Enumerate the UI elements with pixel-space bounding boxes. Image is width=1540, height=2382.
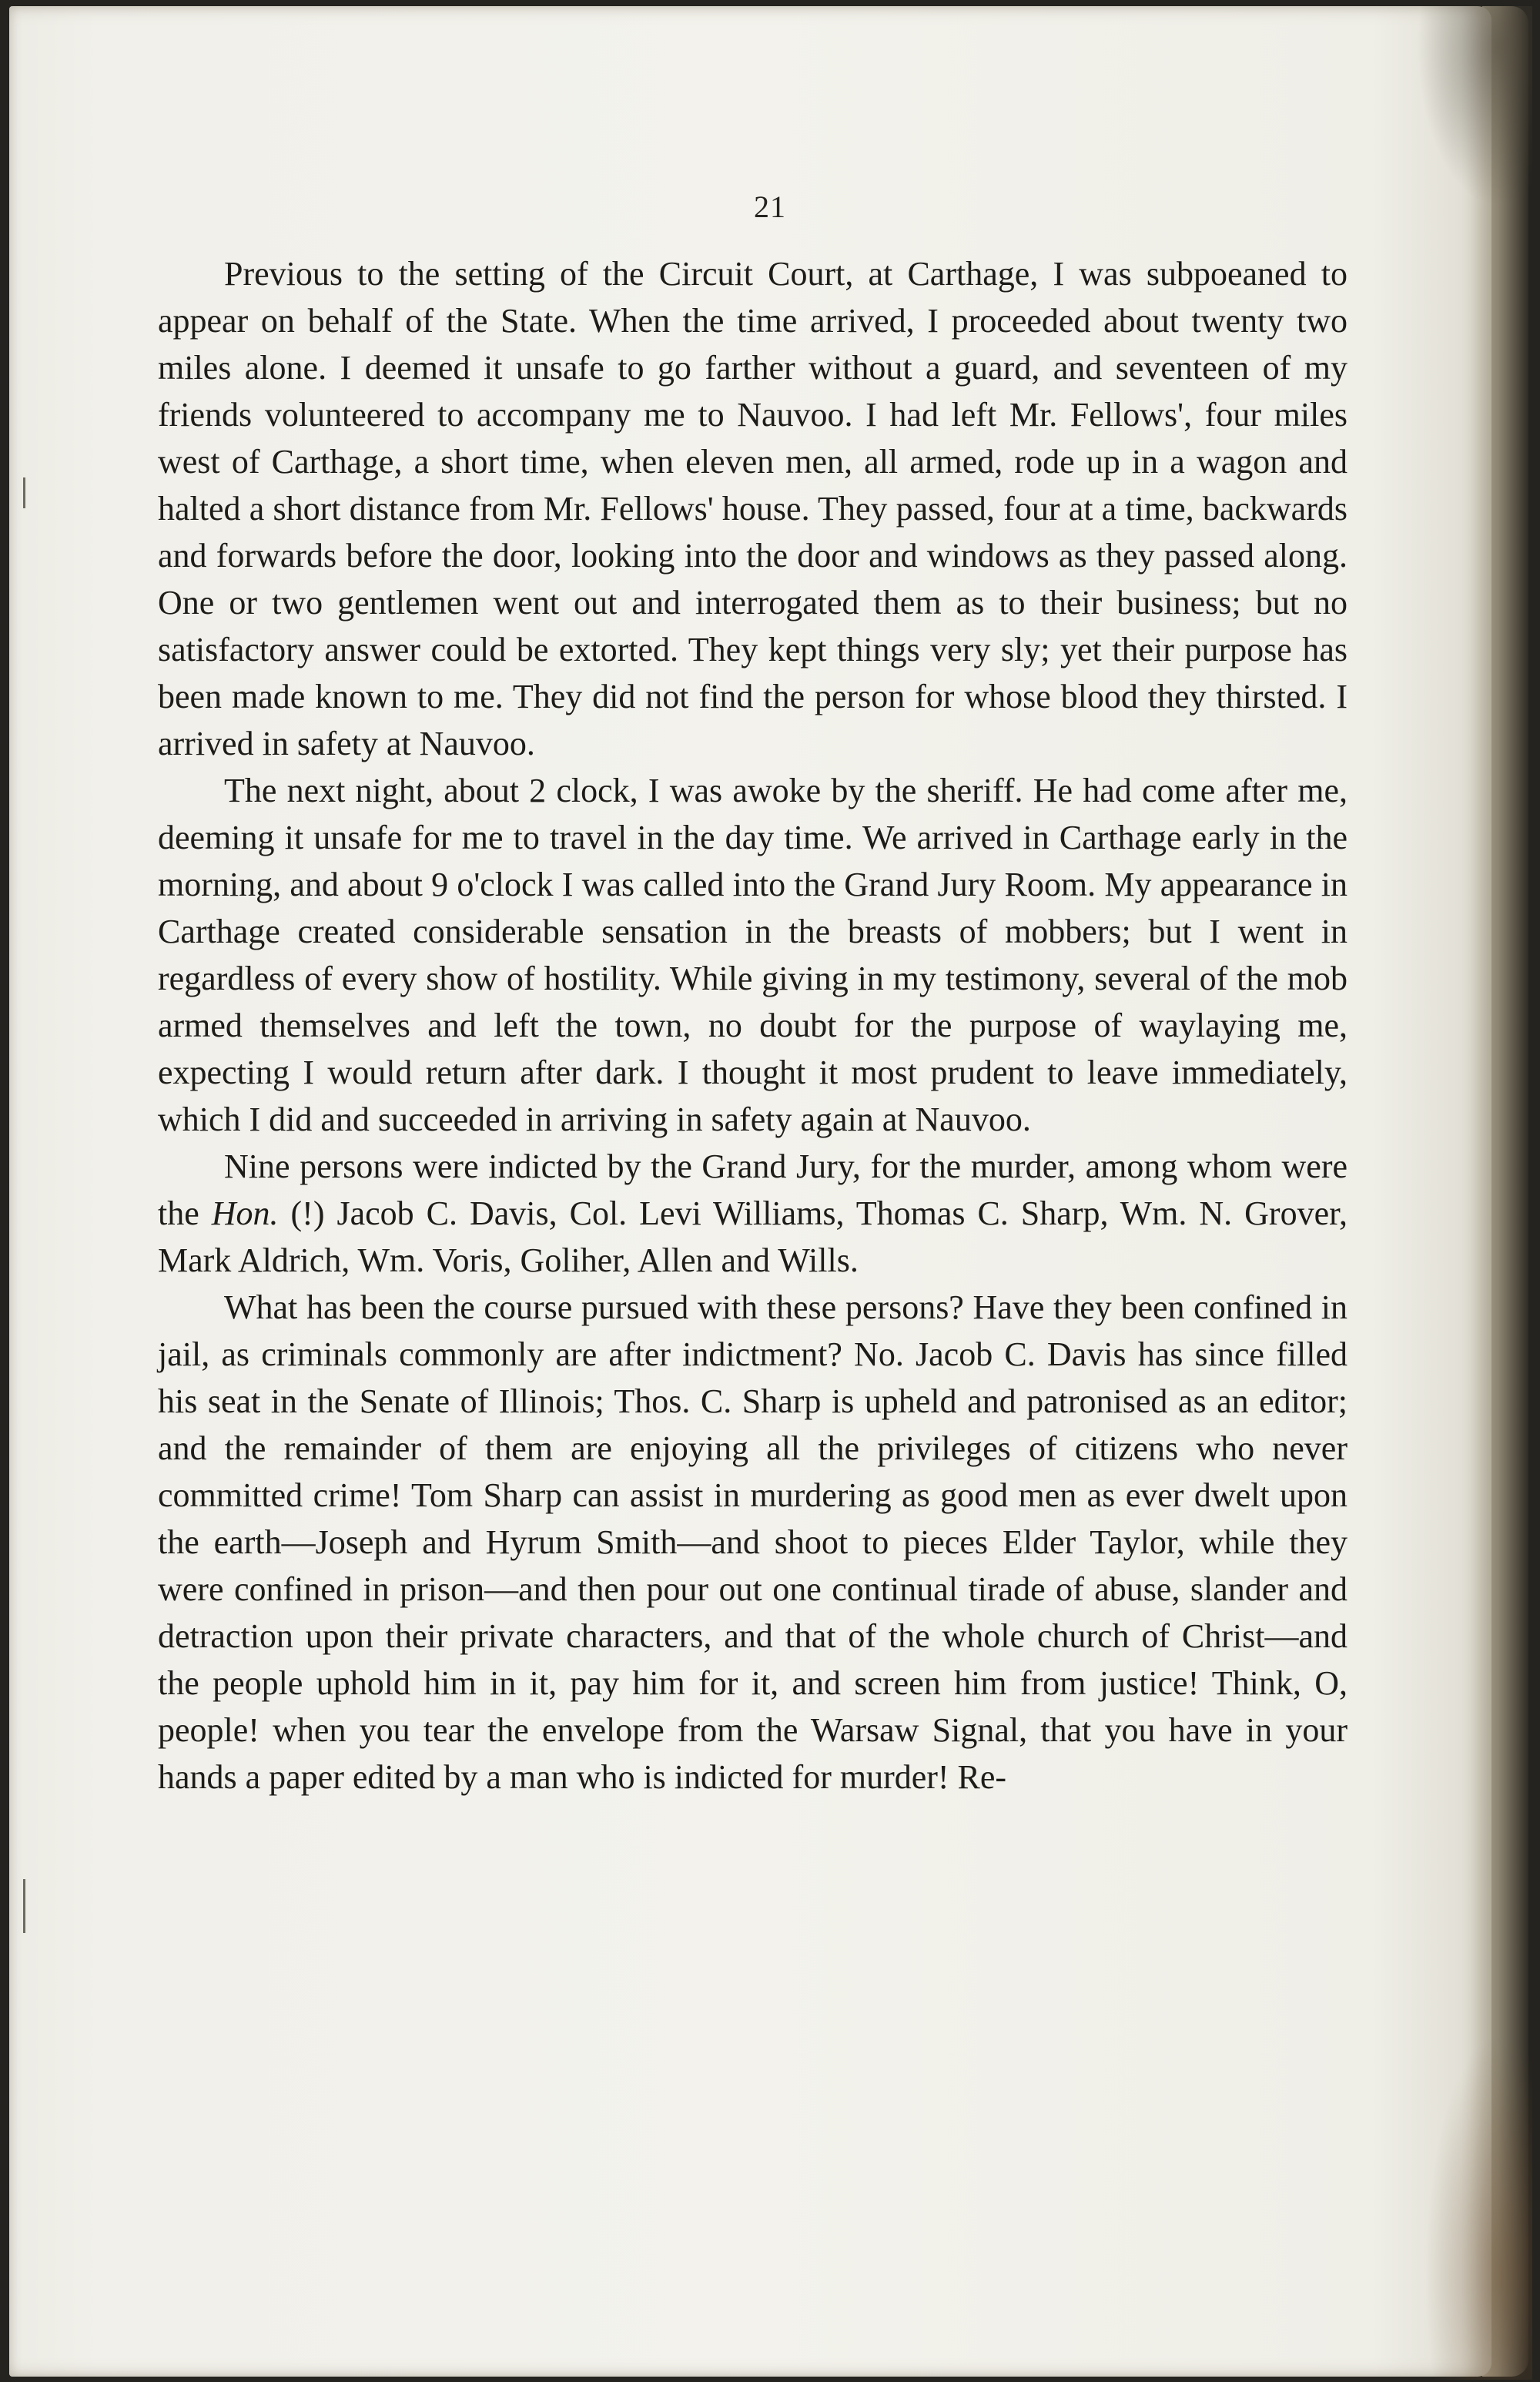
margin-mark xyxy=(23,477,25,508)
margin-mark xyxy=(23,1879,25,1933)
body-text xyxy=(158,250,1348,1801)
paragraph-3-text-before: Nine persons were indicted by the Grand Jury, for the murder, among whom were the xyxy=(158,1147,1348,1232)
paragraph-3-italic-hon: Hon. xyxy=(211,1194,279,1232)
paragraph-2: The next night, about 2 clock, I was awoke by the sheriff. He had come after me, deeming it unsafe for me to travel in the day time. We arrived in Carthage early in the morning, and about 9 o'clock I was called into the Grand Jury Room. My appearance in Carthage created considerable sensation in the breasts of mobbers; but I went in regardless of every show of hostility. While giving in my testimony, several of the mob armed themselves and left the town, no doubt for the purpose of waylaying me, expecting I would return after dark. I thought it most prudent to leave immediately, which I did and succeeded in arriving in safety again at Nauvoo. xyxy=(158,772,1348,1138)
page-stain-top xyxy=(1417,6,1532,206)
paragraph-1: Previous to the setting of the Circuit Court, at Carthage, I was subpoeaned to appear on behalf of the State. When the time arrived, I proceeded about twenty two miles alone. I deemed it unsafe to go farther without a guard, and seventeen of my friends volunteered to accompany me to Nauvoo. I had left Mr. Fellows', four miles west of Carthage, a short time, when eleven men, all armed, rode up in a wagon and halted a short distance from Mr. Fellows' house. They passed, four at a time, backwards and forwards before the door, looking into the door and windows as they passed along. One or two gentlemen went out and interrogated them as to their business; but no satisfactory answer could be extorted. They kept things very sly; yet their purpose has been made known to me. They did not find the person for whose blood they thirsted. I arrived in safety at Nauvoo. xyxy=(158,255,1348,762)
paragraph-3-text-after: (!) Jacob C. Davis, Col. Levi Williams, Thomas C. Sharp, Wm. N. Grover, Mark Aldrich, Wm. Voris, Goliher, Allen and Wills. xyxy=(158,1194,1348,1279)
paragraph-3 xyxy=(158,1143,1348,1284)
page-stain-bottom xyxy=(1424,2033,1532,2380)
page-number: 21 xyxy=(754,189,786,224)
paragraph-4: What has been the course pursued with these persons? Have they been confined in jail, as criminals commonly are after indictment? No. Jacob C. Davis has since filled his seat in the Senate of Illinois; Thos. C. Sharp is upheld and patronised as an editor; and the remainder of them are enjoying all the privileges of citizens who never committed crime! Tom Sharp can assist in murdering as good men as ever dwelt upon the earth—Joseph and Hyrum Smith—and shoot to pieces Elder Taylor, while they were confined in prison—and then pour out one continual tirade of abuse, slander and detraction upon their private characters, and that of the whole church of Christ—and the people uphold him in it, pay him for it, and screen him from justice! Think, O, people! when you tear the envelope from the Warsaw Signal, that you have in your hands a paper edited by a man who is indicted for murder! Re- xyxy=(158,1288,1348,1796)
